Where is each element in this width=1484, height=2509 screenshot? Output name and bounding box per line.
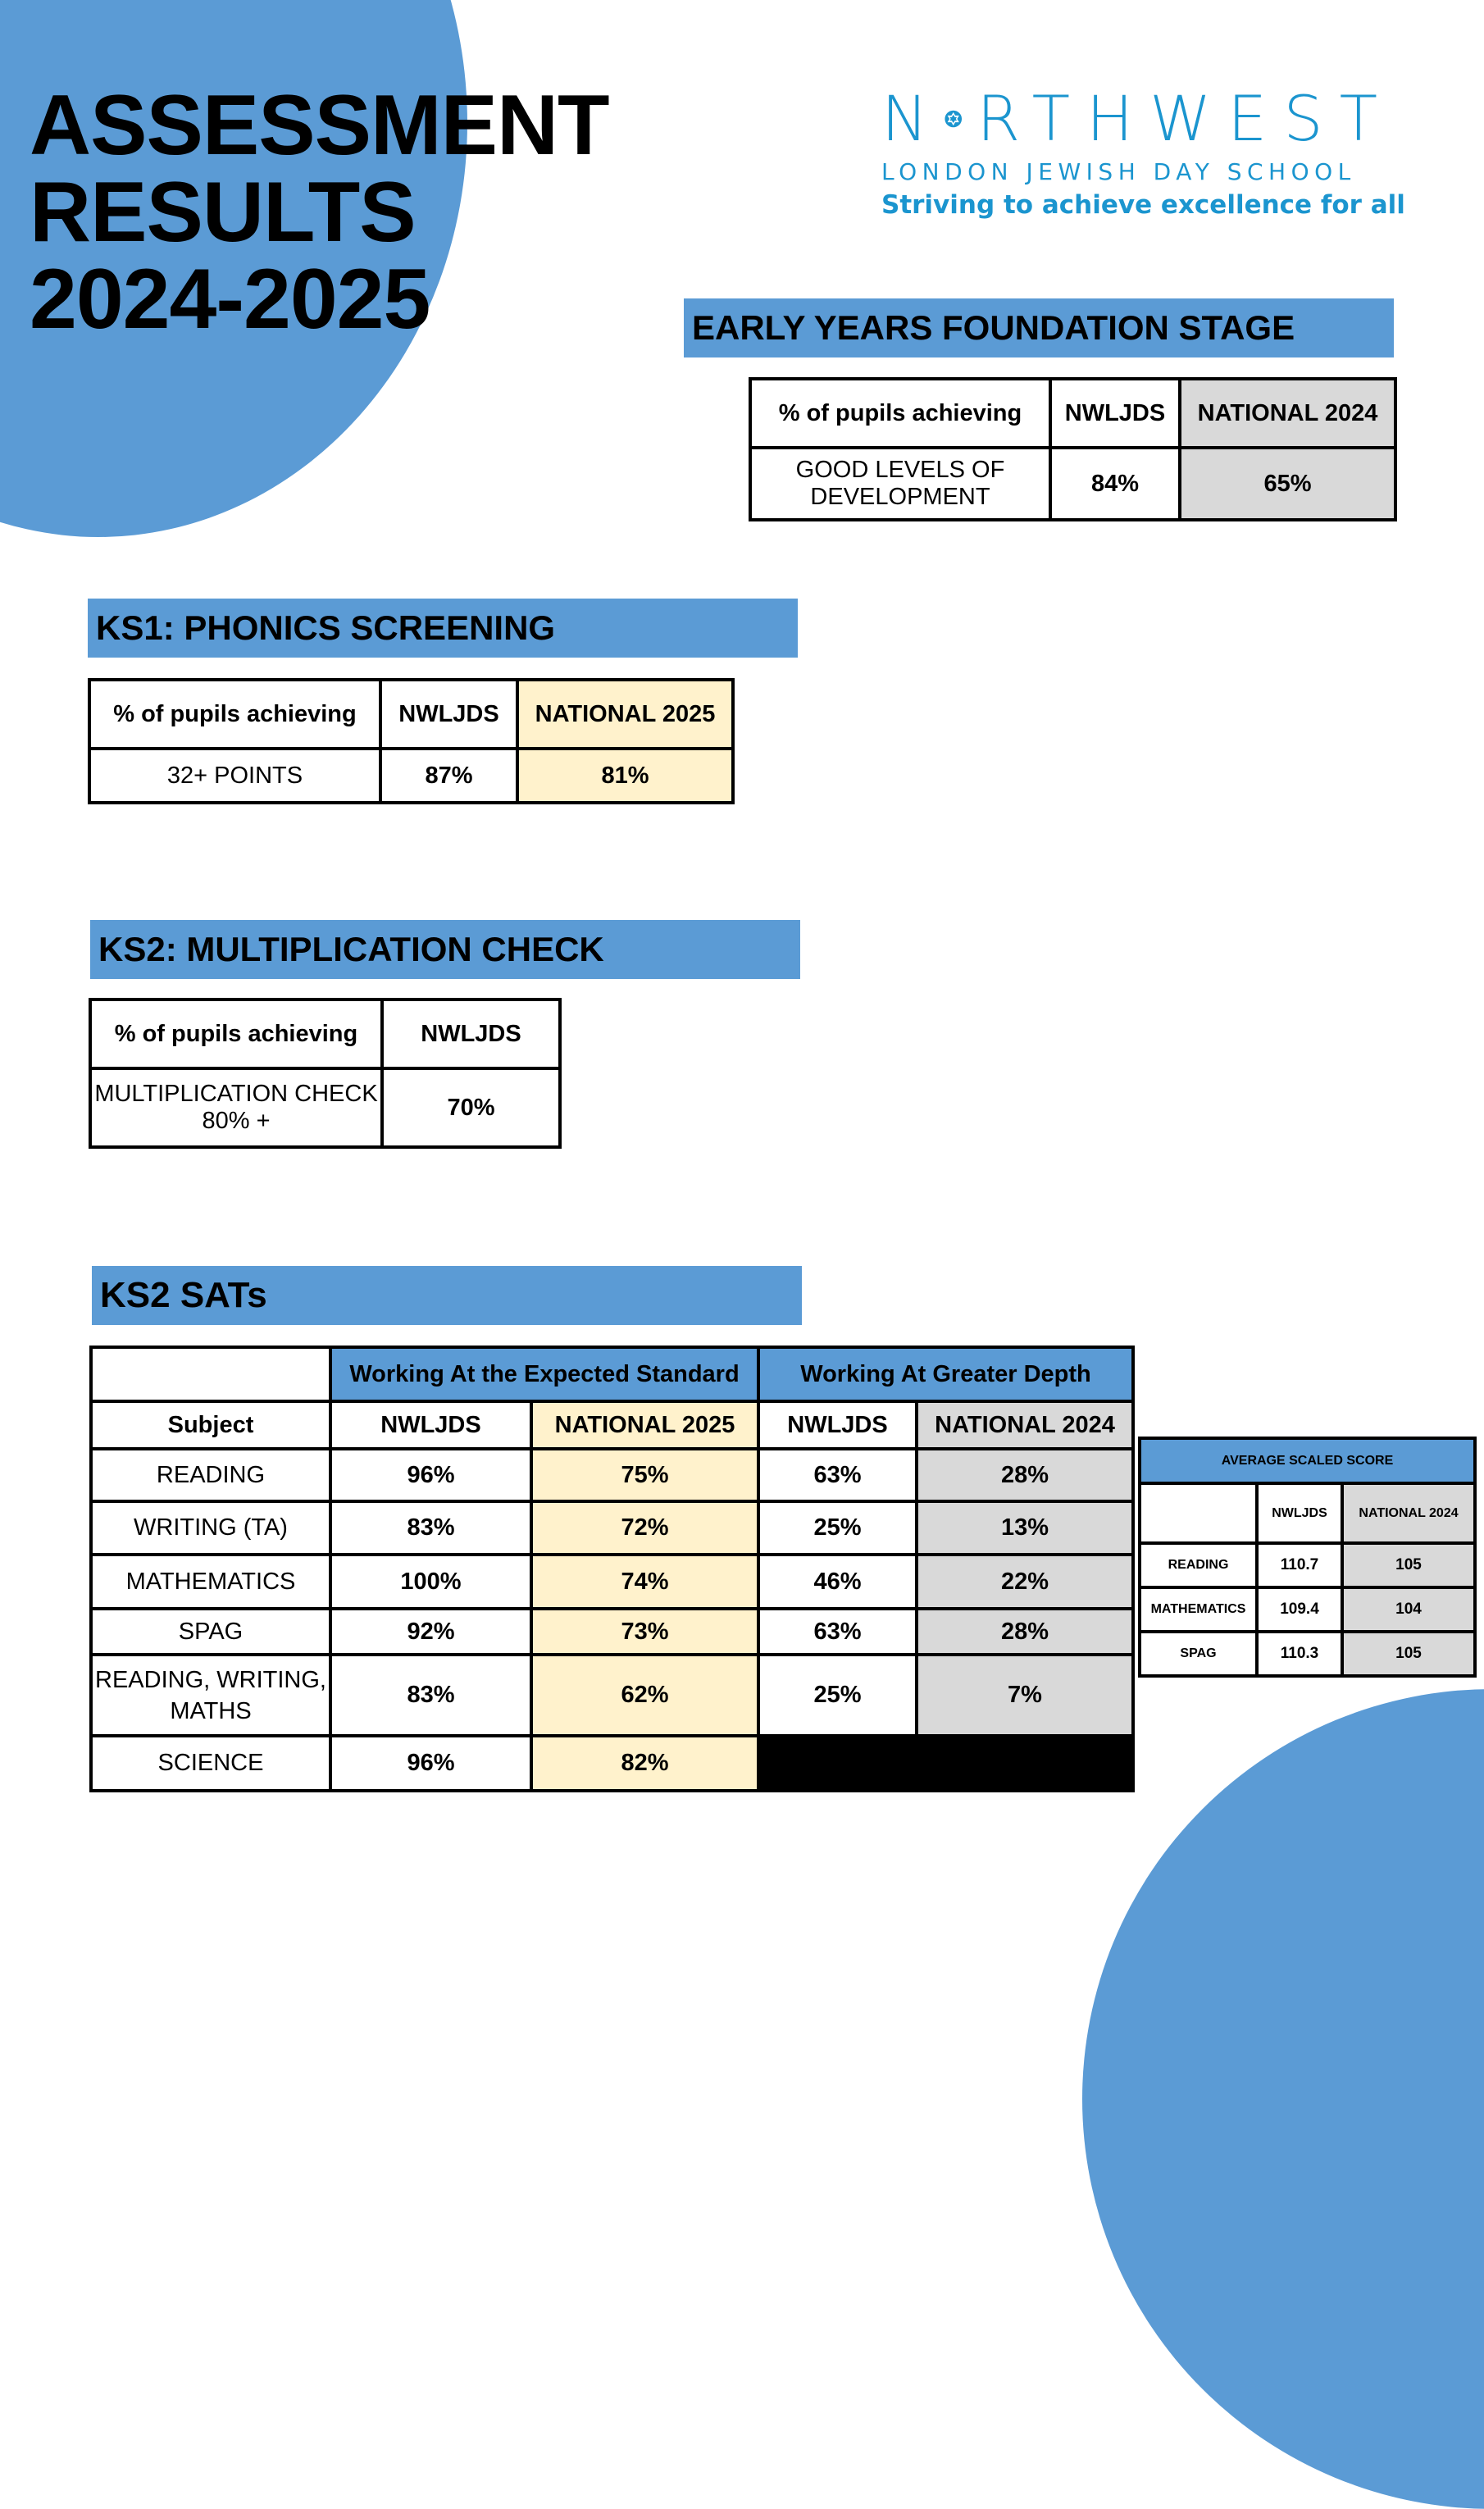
- header-cell: Subject: [91, 1401, 330, 1449]
- table-row: [91, 1736, 1133, 1791]
- empty-corner-cell: [91, 1347, 330, 1401]
- header-cell: % of pupils achieving: [90, 1000, 382, 1068]
- logo-tagline: Striving to achieve excellence for all: [881, 190, 1405, 220]
- table-row: [91, 1501, 1133, 1555]
- header-cell: NWLJDS: [1050, 379, 1180, 448]
- subject-cell: SCIENCE: [91, 1736, 330, 1791]
- logo-subtitle: LONDON JEWISH DAY SCHOOL: [881, 158, 1356, 185]
- header-cell: % of pupils achieving: [89, 680, 380, 749]
- value-cell: 81%: [517, 749, 733, 803]
- subject-cell: MATHEMATICS: [91, 1555, 330, 1609]
- eyfs-heading: EARLY YEARS FOUNDATION STAGE: [684, 298, 1394, 357]
- value-cell: 63%: [758, 1609, 917, 1655]
- value-cell: 84%: [1050, 448, 1180, 520]
- subject-cell: SPAG: [91, 1609, 330, 1655]
- table-row: [91, 1449, 1133, 1501]
- value-cell: 75%: [531, 1449, 758, 1501]
- subject-cell: READING: [91, 1449, 330, 1501]
- logo-letter-n: N: [881, 82, 945, 155]
- value-cell: 83%: [330, 1501, 531, 1555]
- value-cell: 82%: [531, 1736, 758, 1791]
- logo-wordmark: [881, 82, 1394, 155]
- table-row: [1140, 1543, 1475, 1587]
- subject-cell: SPAG: [1140, 1632, 1257, 1676]
- logo-letters-rest: RTHWEST: [976, 82, 1394, 155]
- eyfs-table: [749, 377, 1397, 521]
- value-cell: 74%: [531, 1555, 758, 1609]
- value-cell: 28%: [917, 1609, 1133, 1655]
- empty-corner-cell: [1140, 1483, 1257, 1543]
- subject-cell: READING: [1140, 1543, 1257, 1587]
- value-cell: 25%: [758, 1501, 917, 1555]
- value-cell: 65%: [1180, 448, 1395, 520]
- value-cell: 87%: [380, 749, 517, 803]
- row-label: GOOD LEVELS OF DEVELOPMENT: [750, 448, 1050, 520]
- title-line: ASSESSMENT: [30, 78, 609, 173]
- row-label: 32+ POINTS: [89, 749, 380, 803]
- header-cell: NWLJDS: [330, 1401, 531, 1449]
- header-cell: NWLJDS: [758, 1401, 917, 1449]
- sats-heading: KS2 SATs: [92, 1266, 802, 1325]
- value-cell: 92%: [330, 1609, 531, 1655]
- title-line: 2024-2025: [30, 252, 430, 347]
- value-cell: 110.3: [1257, 1632, 1342, 1676]
- group-header-expected: Working At the Expected Standard: [330, 1347, 758, 1401]
- title-line: RESULTS: [30, 165, 416, 260]
- header-cell: NATIONAL 2024: [917, 1401, 1133, 1449]
- value-cell: 104: [1342, 1587, 1475, 1632]
- scaled-score-heading: AVERAGE SCALED SCORE: [1140, 1438, 1475, 1483]
- value-cell: 7%: [917, 1655, 1133, 1736]
- table-row: [91, 1655, 1133, 1736]
- header-cell: NWLJDS: [382, 1000, 560, 1068]
- table-row: [1140, 1587, 1475, 1632]
- header-cell: NATIONAL 2025: [517, 680, 733, 749]
- value-cell: 72%: [531, 1501, 758, 1555]
- star-of-david-icon: [945, 90, 962, 148]
- value-cell: 70%: [382, 1068, 560, 1147]
- value-cell: 63%: [758, 1449, 917, 1501]
- value-cell: 110.7: [1257, 1543, 1342, 1587]
- value-cell: 109.4: [1257, 1587, 1342, 1632]
- value-cell: 25%: [758, 1655, 917, 1736]
- group-header-greater-depth: Working At Greater Depth: [758, 1347, 1133, 1401]
- row-label: MULTIPLICATION CHECK 80% +: [90, 1068, 382, 1147]
- value-cell: 105: [1342, 1632, 1475, 1676]
- subject-cell: READING, WRITING, MATHS: [91, 1655, 330, 1736]
- phonics-table: [88, 678, 735, 804]
- header-cell: NATIONAL 2024: [1342, 1483, 1475, 1543]
- value-cell: 83%: [330, 1655, 531, 1736]
- header-cell: NATIONAL 2024: [1180, 379, 1395, 448]
- blacked-out-cell: [758, 1736, 1133, 1791]
- multiplication-table: [89, 998, 562, 1149]
- subject-cell: MATHEMATICS: [1140, 1587, 1257, 1632]
- value-cell: 62%: [531, 1655, 758, 1736]
- table-row: [91, 1555, 1133, 1609]
- value-cell: 105: [1342, 1543, 1475, 1587]
- header-cell: % of pupils achieving: [750, 379, 1050, 448]
- multiplication-heading: KS2: MULTIPLICATION CHECK: [90, 920, 800, 979]
- value-cell: 73%: [531, 1609, 758, 1655]
- value-cell: 28%: [917, 1449, 1133, 1501]
- scaled-score-table: [1138, 1437, 1477, 1678]
- table-row: [1140, 1632, 1475, 1676]
- school-logo: [881, 82, 1405, 234]
- phonics-heading: KS1: PHONICS SCREENING: [88, 599, 798, 658]
- decorative-circle-bottom-right: [1082, 1689, 1484, 2509]
- table-row: [91, 1609, 1133, 1655]
- value-cell: 100%: [330, 1555, 531, 1609]
- value-cell: 13%: [917, 1501, 1133, 1555]
- header-cell: NATIONAL 2025: [531, 1401, 758, 1449]
- value-cell: 96%: [330, 1449, 531, 1501]
- sats-table: [89, 1346, 1135, 1792]
- header-cell: NWLJDS: [1257, 1483, 1342, 1543]
- value-cell: 46%: [758, 1555, 917, 1609]
- page-title: [30, 78, 609, 347]
- subject-cell: WRITING (TA): [91, 1501, 330, 1555]
- header-cell: NWLJDS: [380, 680, 517, 749]
- value-cell: 96%: [330, 1736, 531, 1791]
- value-cell: 22%: [917, 1555, 1133, 1609]
